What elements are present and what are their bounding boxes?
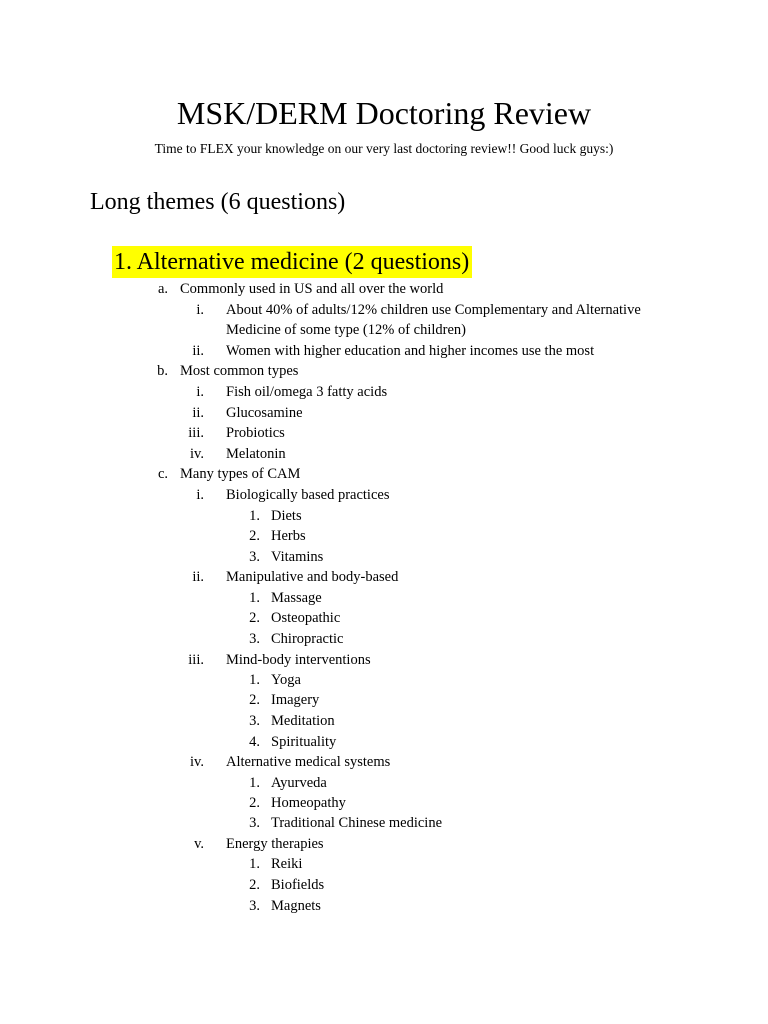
list-text: Ayurveda [271, 774, 327, 791]
list-text: Reiki [271, 856, 303, 872]
list-marker: ii. [192, 404, 204, 421]
list-marker: 3. [249, 631, 260, 647]
list-marker: a. [157, 281, 168, 297]
list-text: Chiropractic [271, 631, 344, 647]
list-text: About 40% of adults/12% children use Complementary and Alternative [226, 301, 641, 318]
section-heading: Long themes (6 questions) [90, 189, 346, 215]
list-text: Medicine of some type (12% of children) [226, 322, 466, 338]
list-text: Herbs [271, 528, 306, 544]
list-text: Diets [271, 507, 302, 524]
list-text: Magnets [271, 897, 321, 914]
list-marker: 2. [249, 528, 260, 544]
list-marker: 3. [249, 815, 260, 831]
list-text: Probiotics [226, 425, 285, 441]
list-marker: 1. [249, 774, 260, 791]
list-text: Fish oil/omega 3 fatty acids [226, 384, 388, 400]
page-subtitle: Time to FLEX your knowledge on our very last doctoring review!! Good luck guys:) [154, 141, 614, 156]
list-marker: 1. [249, 671, 260, 688]
list-text: Massage [271, 589, 322, 606]
list-marker: i. [196, 486, 204, 503]
list-text: Biologically based practices [226, 486, 390, 503]
list-text: Alternative medical systems [226, 754, 391, 770]
list-text: Mind-body interventions [226, 651, 371, 668]
list-marker: iv. [190, 754, 204, 770]
list-marker: 1. [249, 856, 260, 872]
page-title: MSK/DERM Doctoring Review [176, 95, 592, 131]
list-text: Melatonin [226, 445, 286, 462]
list-marker: 2. [249, 610, 260, 626]
list-text: Traditional Chinese medicine [271, 815, 443, 831]
list-marker: v. [194, 835, 204, 852]
list-marker: 2. [249, 877, 260, 893]
list-text: Vitamins [271, 548, 324, 565]
list-text: Most common types [180, 363, 299, 379]
list-marker: 3. [249, 712, 260, 729]
list-marker: c. [157, 466, 168, 482]
list-text: Commonly used in US and all over the world [180, 281, 444, 297]
list-text: Glucosamine [226, 404, 303, 421]
list-text: Women with higher education and higher incomes use the most [226, 342, 595, 359]
list-text: Energy therapies [226, 835, 324, 852]
list-marker: i. [196, 301, 204, 318]
list-marker: 1. [249, 507, 260, 524]
list-text: Osteopathic [271, 610, 341, 626]
list-marker: ii. [192, 569, 204, 585]
list-marker: i. [196, 384, 204, 400]
list-text: Biofields [271, 877, 325, 893]
list-text: Manipulative and body-based [226, 569, 399, 585]
topic-heading: 1. Alternative medicine (2 questions) [112, 246, 472, 278]
list-marker: iv. [190, 445, 204, 462]
list-marker: 2. [249, 794, 260, 811]
list-marker: 3. [249, 897, 260, 914]
list-text: Spirituality [271, 733, 337, 750]
list-text: Many types of CAM [180, 466, 301, 482]
list-marker: iii. [188, 651, 204, 668]
list-text: Imagery [271, 692, 320, 708]
list-text: Yoga [271, 671, 301, 688]
list-text: Meditation [271, 712, 335, 729]
list-marker: 3. [249, 548, 260, 565]
list-marker: ii. [192, 342, 204, 359]
list-text: Homeopathy [271, 794, 346, 811]
list-marker: b. [157, 363, 168, 379]
list-marker: 2. [249, 692, 260, 708]
list-marker: 1. [249, 589, 260, 606]
list-marker: iii. [188, 425, 204, 441]
list-marker: 4. [249, 733, 260, 750]
